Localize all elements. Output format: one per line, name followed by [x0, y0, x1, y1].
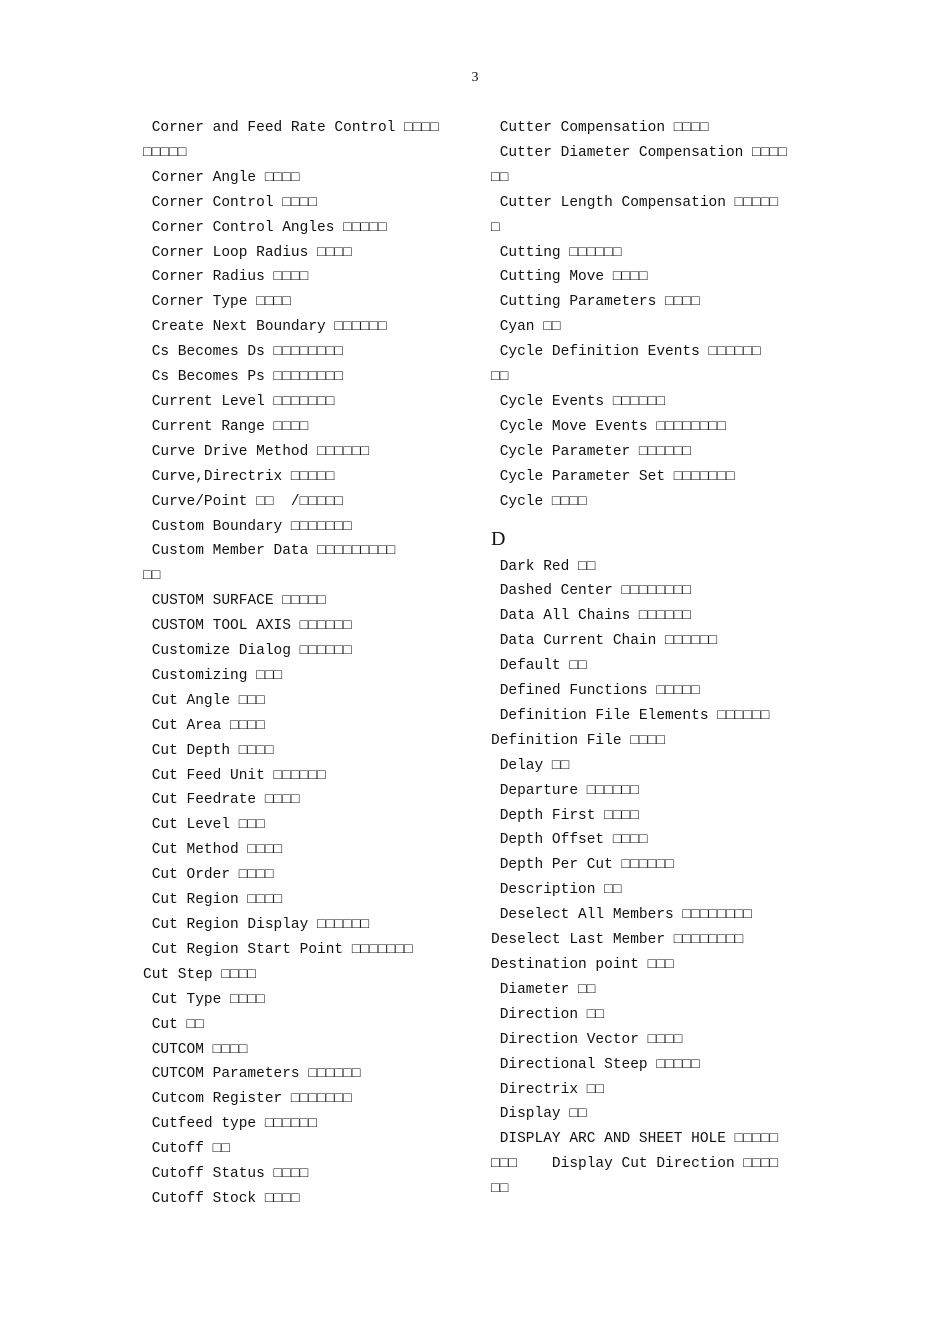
glossary-entry: □□ — [143, 568, 161, 585]
glossary-entry: Cycle Parameter □□□□□□ — [491, 443, 692, 460]
glossary-entry: Cut Region Start Point □□□□□□□ — [143, 941, 413, 958]
glossary-entry: Cut Region Display □□□□□□ — [143, 917, 370, 933]
glossary-entry: Default □□ — [491, 658, 587, 675]
glossary-entry: Cut Feedrate □□□□ — [143, 792, 300, 809]
glossary-entry: Cycle Definition Events □□□□□□ — [491, 344, 761, 361]
glossary-entry: □□□□□ — [143, 144, 187, 161]
glossary-entry: Corner Angle □□□□ — [143, 169, 300, 186]
glossary-entry: Directrix □□ — [491, 1081, 605, 1098]
glossary-entry: Create Next Boundary □□□□□□ — [143, 319, 387, 336]
glossary-entry: Diameter □□ — [491, 981, 596, 998]
glossary-entry: Cut Region □□□□ — [143, 892, 283, 909]
glossary-entry: Delay □□ — [491, 757, 570, 774]
glossary-entry: Direction □□ — [491, 1006, 605, 1023]
glossary-entry: Depth Per Cut □□□□□□ — [491, 857, 674, 874]
glossary-entry: Corner Type □□□□ — [143, 294, 291, 311]
glossary-entry: Cut Order □□□□ — [143, 867, 274, 884]
glossary-entry: Cut Feed Unit □□□□□□ — [143, 767, 326, 784]
glossary-entry: □□□ Display Cut Direction □□□□ — [491, 1156, 779, 1173]
glossary-entry: Curve Drive Method □□□□□□ — [143, 443, 370, 460]
glossary-entry: Data Current Chain □□□□□□ — [491, 633, 718, 650]
glossary-entry: Cs Becomes Ps □□□□□□□□ — [143, 369, 344, 386]
glossary-entry: CUSTOM SURFACE □□□□□ — [143, 593, 326, 610]
page-number: 3 — [471, 70, 479, 85]
glossary-entry: Customizing □□□ — [143, 667, 283, 684]
glossary-entry: Dashed Center □□□□□□□□ — [491, 583, 692, 600]
glossary-entry: Depth First □□□□ — [491, 807, 639, 824]
glossary-entry: Cutoff □□ — [143, 1141, 231, 1158]
glossary-entry: □ — [491, 219, 500, 236]
glossary-entry: Direction Vector □□□□ — [491, 1031, 683, 1048]
glossary-entry: Cut □□ — [143, 1016, 204, 1033]
glossary-entry: DISPLAY ARC AND SHEET HOLE □□□□□ — [491, 1131, 779, 1148]
glossary-entry: Cutting Parameters □□□□ — [491, 294, 700, 311]
glossary-entry: Cycle Events □□□□□□ — [491, 393, 666, 410]
glossary-entry: Cutoff Status □□□□ — [143, 1166, 309, 1183]
glossary-entry: Curve,Directrix □□□□□ — [143, 468, 335, 485]
glossary-entry: Dark Red □□ — [491, 558, 596, 575]
glossary-entry: Cutting □□□□□□ — [491, 244, 622, 261]
glossary-entry: Description □□ — [491, 882, 622, 899]
glossary-entry: Directional Steep □□□□□ — [491, 1056, 700, 1073]
glossary-entry: □□ — [491, 369, 509, 386]
glossary-entry: □□ — [491, 169, 509, 186]
glossary-entry: Data All Chains □□□□□□ — [491, 608, 692, 625]
glossary-entry: Corner Loop Radius □□□□ — [143, 244, 352, 261]
glossary-entry: Cutting Move □□□□ — [491, 269, 648, 286]
glossary-entry: Custom Boundary □□□□□□□ — [143, 518, 352, 535]
glossary-entry: Cutoff Stock □□□□ — [143, 1190, 300, 1207]
glossary-entry: Cut Step □□□□ — [143, 966, 257, 983]
glossary-entry: Cyan □□ — [491, 319, 561, 336]
glossary-entry: Customize Dialog □□□□□□ — [143, 643, 352, 660]
glossary-entry: Cycle Move Events □□□□□□□□ — [491, 418, 726, 435]
glossary-entry: Cut Area □□□□ — [143, 717, 265, 734]
glossary-entry: Defined Functions □□□□□ — [491, 683, 700, 700]
glossary-entry: Cycle Parameter Set □□□□□□□ — [491, 468, 735, 485]
glossary-entry: □□ — [491, 1181, 509, 1198]
glossary-entry: Deselect All Members □□□□□□□□ — [491, 907, 753, 924]
glossary-entry: Destination point □□□ — [491, 957, 674, 973]
glossary-entry: Definition File □□□□ — [491, 732, 666, 749]
glossary-entry: Cut Type □□□□ — [143, 991, 265, 1008]
glossary-entry: Curve/Point □□ /□□□□□ — [143, 493, 344, 510]
glossary-entry: Cut Depth □□□□ — [143, 742, 274, 759]
glossary-entry: Cut Level □□□ — [143, 817, 265, 834]
glossary-entry: Cycle □□□□ — [491, 493, 587, 510]
glossary-entry: Deselect Last Member □□□□□□□□ — [491, 932, 744, 949]
section-letter-heading: D — [491, 527, 506, 550]
glossary-entry: Cutter Length Compensation □□□□□ — [491, 194, 779, 211]
glossary-entry: Cutter Diameter Compensation □□□□ — [491, 144, 787, 161]
glossary-entry: Cutfeed type □□□□□□ — [143, 1116, 318, 1133]
glossary-column-right — [491, 116, 791, 1202]
glossary-entry: CUSTOM TOOL AXIS □□□□□□ — [143, 618, 352, 635]
glossary-entry: Departure □□□□□□ — [491, 782, 639, 799]
glossary-entry: Depth Offset □□□□ — [491, 832, 648, 849]
glossary-entry: Definition File Elements □□□□□□ — [491, 707, 770, 724]
glossary-entry: Current Level □□□□□□□ — [143, 393, 335, 410]
glossary-entry: Cs Becomes Ds □□□□□□□□ — [143, 344, 344, 361]
glossary-entry: Corner Control □□□□ — [143, 194, 318, 211]
glossary-entry: Cutter Compensation □□□□ — [491, 120, 709, 136]
glossary-entry: Current Range □□□□ — [143, 418, 309, 435]
glossary-column-left — [143, 116, 443, 1212]
glossary-entry: Cutcom Register □□□□□□□ — [143, 1091, 352, 1108]
glossary-entry: CUTCOM □□□□ — [143, 1041, 248, 1058]
glossary-entry: Corner Control Angles □□□□□ — [143, 219, 387, 236]
glossary-entry: CUTCOM Parameters □□□□□□ — [143, 1066, 361, 1083]
glossary-entry: Corner Radius □□□□ — [143, 269, 309, 286]
glossary-entry: Custom Member Data □□□□□□□□□ — [143, 543, 396, 560]
glossary-entry: Display □□ — [491, 1106, 587, 1123]
glossary-entry: Corner and Feed Rate Control □□□□ — [143, 120, 439, 136]
glossary-entry: Cut Angle □□□ — [143, 692, 265, 709]
glossary-entry: Cut Method □□□□ — [143, 842, 283, 859]
